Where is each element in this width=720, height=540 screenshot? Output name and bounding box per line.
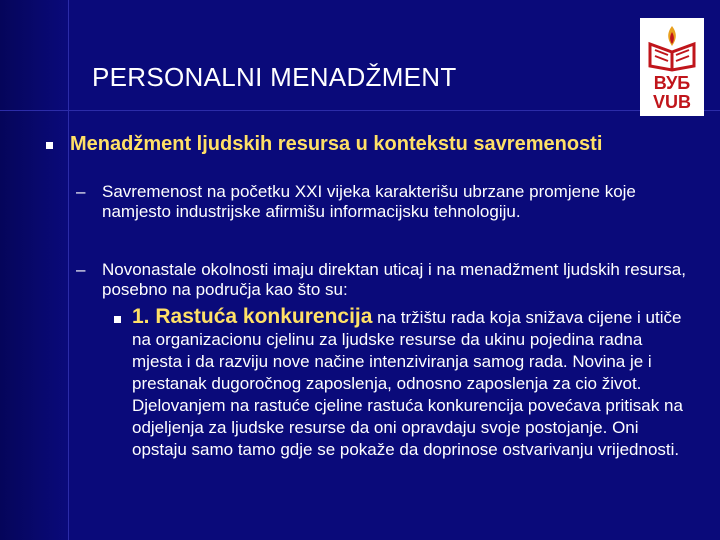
dash-bullet: – [76, 182, 86, 201]
dash-bullet: – [76, 260, 86, 279]
logo-text-latin: VUB [652, 92, 691, 112]
list-item-text: Novonastale okolnosti imaju direktan uticaj i na menadžment ljudskih resursa, posebno na područja kao što su: [102, 260, 686, 299]
square-bullet-icon [46, 142, 53, 149]
sub-item-text: na tržištu rada koja snižava cijene i utiče na organizacionu cjelinu za ljudske resurse da ukinu pojedina radna mjesta i da razviju nove načine intenziviranja samog rada. Novina je i prestanak dugoročnog zaposlenja, odnosno zaposlenja za cio život. Djelovanjem na rastuće cjeline rastuća konkurencija povećava pritisak na odjeljenja za ljudske resurse da oni opravdaju svoje postojanje. Oni opstaju samo tamo gdje se pokaže da doprinose ostvarivanju vrijednosti. [132, 308, 683, 459]
horizontal-rule [0, 110, 720, 111]
square-bullet-icon [114, 316, 121, 323]
section-heading: Menadžment ljudskih resursa u kontekstu savremenosti [70, 133, 603, 155]
list-item-text: Savremenost na početku XXI vijeka karakterišu ubrzane promjene koje namjesto industrijske afirmišu informacijsku tehnologiju. [102, 182, 636, 221]
list-item [76, 182, 692, 222]
vertical-rule [68, 0, 69, 540]
book-flame-icon [646, 22, 698, 72]
left-band [0, 0, 68, 540]
sub-item-highlight: 1. Rastuća konkurencija [132, 305, 373, 328]
sub-item [132, 306, 692, 461]
university-logo [640, 18, 704, 116]
list-item [76, 260, 692, 300]
slide-title: PERSONALNI MENADŽMENT [92, 62, 457, 92]
logo-text-cyrillic: ВУБ [653, 73, 691, 93]
